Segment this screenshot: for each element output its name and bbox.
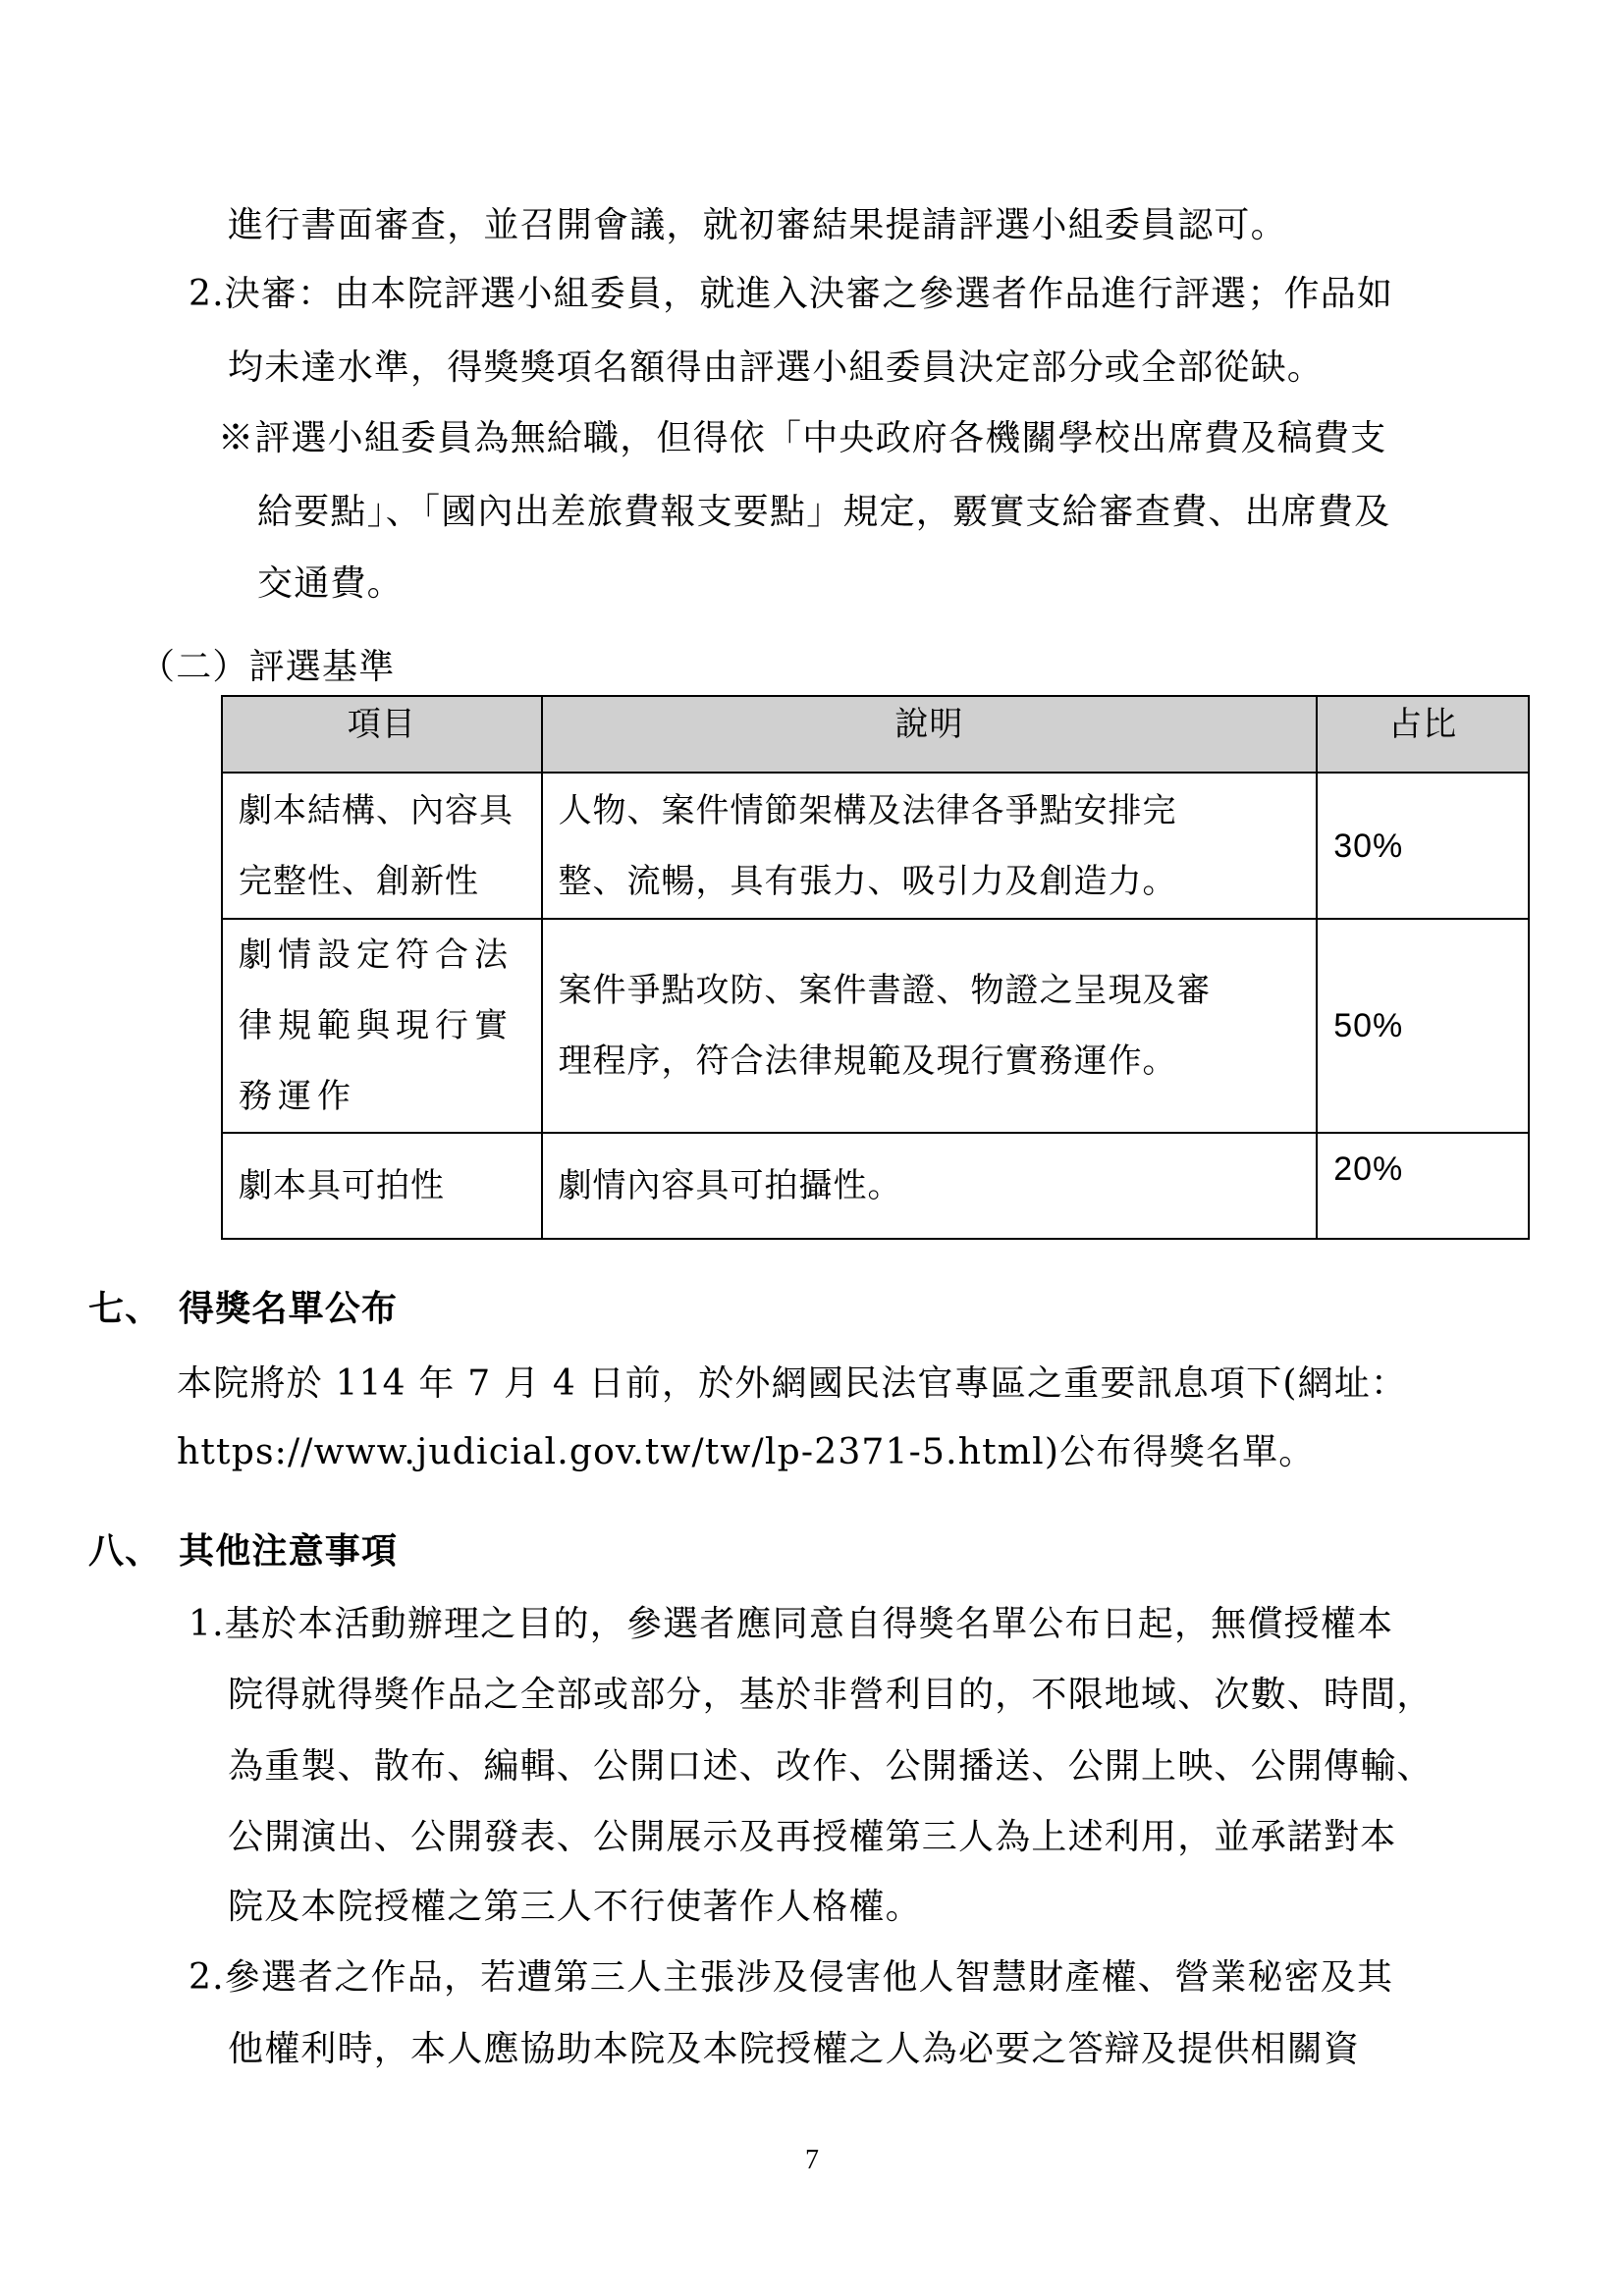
cell-item: 劇本具可拍性	[222, 1133, 542, 1239]
table-row	[222, 773, 1529, 919]
header-percentage: 占比	[1317, 696, 1529, 773]
criteria-heading: （二）評選基準	[139, 647, 396, 687]
cell-description: 劇情內容具可拍攝性。	[542, 1133, 1318, 1239]
note-line: 交通費。	[257, 563, 404, 604]
header-description: 說明	[542, 696, 1318, 773]
cell-percentage: 50%	[1317, 919, 1529, 1133]
criteria-table	[221, 695, 1530, 1240]
cell-percentage: 30%	[1317, 773, 1529, 919]
table-header-row	[222, 696, 1529, 773]
cell-item: 劇情設定符合法 律規範與現行實 務運作	[222, 919, 542, 1133]
cell-percentage: 20%	[1317, 1133, 1529, 1239]
note-line: 給要點」、「國內出差旅費報支要點」規定，覈實支給審查費、出席費及	[257, 492, 1391, 532]
section-8-item2-line: 2.參選者之作品，若遭第三人主張涉及侵害他人智慧財產權、營業秘密及其	[189, 1957, 1394, 1998]
section-8-number: 八、	[88, 1530, 162, 1572]
section-7-line: 本院將於 114 年 7 月 4 日前，於外網國民法官專區之重要訊息項下(網址：	[177, 1363, 1408, 1404]
section-8-item1-line: 院及本院授權之第三人不行使著作人格權。	[228, 1887, 922, 1927]
page-number: 7	[805, 2145, 819, 2175]
section-7-title: 得獎名單公布	[179, 1288, 399, 1329]
section-8-item1-line: 公開演出、公開發表、公開展示及再授權第三人為上述利用，並承諾對本	[228, 1817, 1397, 1857]
cell-description: 人物、案件情節架構及法律各爭點安排完 整、流暢，具有張力、吸引力及創造力。	[542, 773, 1318, 919]
section-7-url-line: https://www.judicial.gov.tw/tw/lp-2371-5.html)公布得獎名單。	[177, 1432, 1316, 1472]
cell-description: 案件爭點攻防、案件書證、物證之呈現及審 理程序，符合法律規範及現行實務運作。	[542, 919, 1318, 1133]
section-8-title: 其他注意事項	[179, 1530, 399, 1572]
table-row	[222, 919, 1529, 1133]
section-7-number: 七、	[88, 1288, 162, 1329]
paragraph-line: 2.決審：由本院評選小組委員，就進入決審之參選者作品進行評選；作品如	[189, 274, 1394, 314]
note-line: ※評選小組委員為無給職，但得依「中央政府各機關學校出席費及稿費支	[218, 418, 1387, 458]
paragraph-line: 進行書面審查，並召開會議，就初審結果提請評選小組委員認可。	[228, 205, 1287, 245]
cell-item: 劇本結構、內容具 完整性、創新性	[222, 773, 542, 919]
section-8-item1-line: 院得就得獎作品之全部或部分，基於非營利目的，不限地域、次數、時間，	[228, 1675, 1434, 1715]
section-8-item1-line: 1.基於本活動辦理之目的，參選者應同意自得獎名單公布日起，無償授權本	[189, 1604, 1394, 1644]
table-row	[222, 1133, 1529, 1239]
section-8-item2-line: 他權利時，本人應協助本院及本院授權之人為必要之答辯及提供相關資	[228, 2029, 1361, 2069]
header-item: 項目	[222, 696, 542, 773]
section-8-item1-line: 為重製、散布、編輯、公開口述、改作、公開播送、公開上映、公開傳輸、	[228, 1746, 1434, 1787]
paragraph-line: 均未達水準，得獎獎項名額得由評選小組委員決定部分或全部從缺。	[228, 347, 1325, 388]
